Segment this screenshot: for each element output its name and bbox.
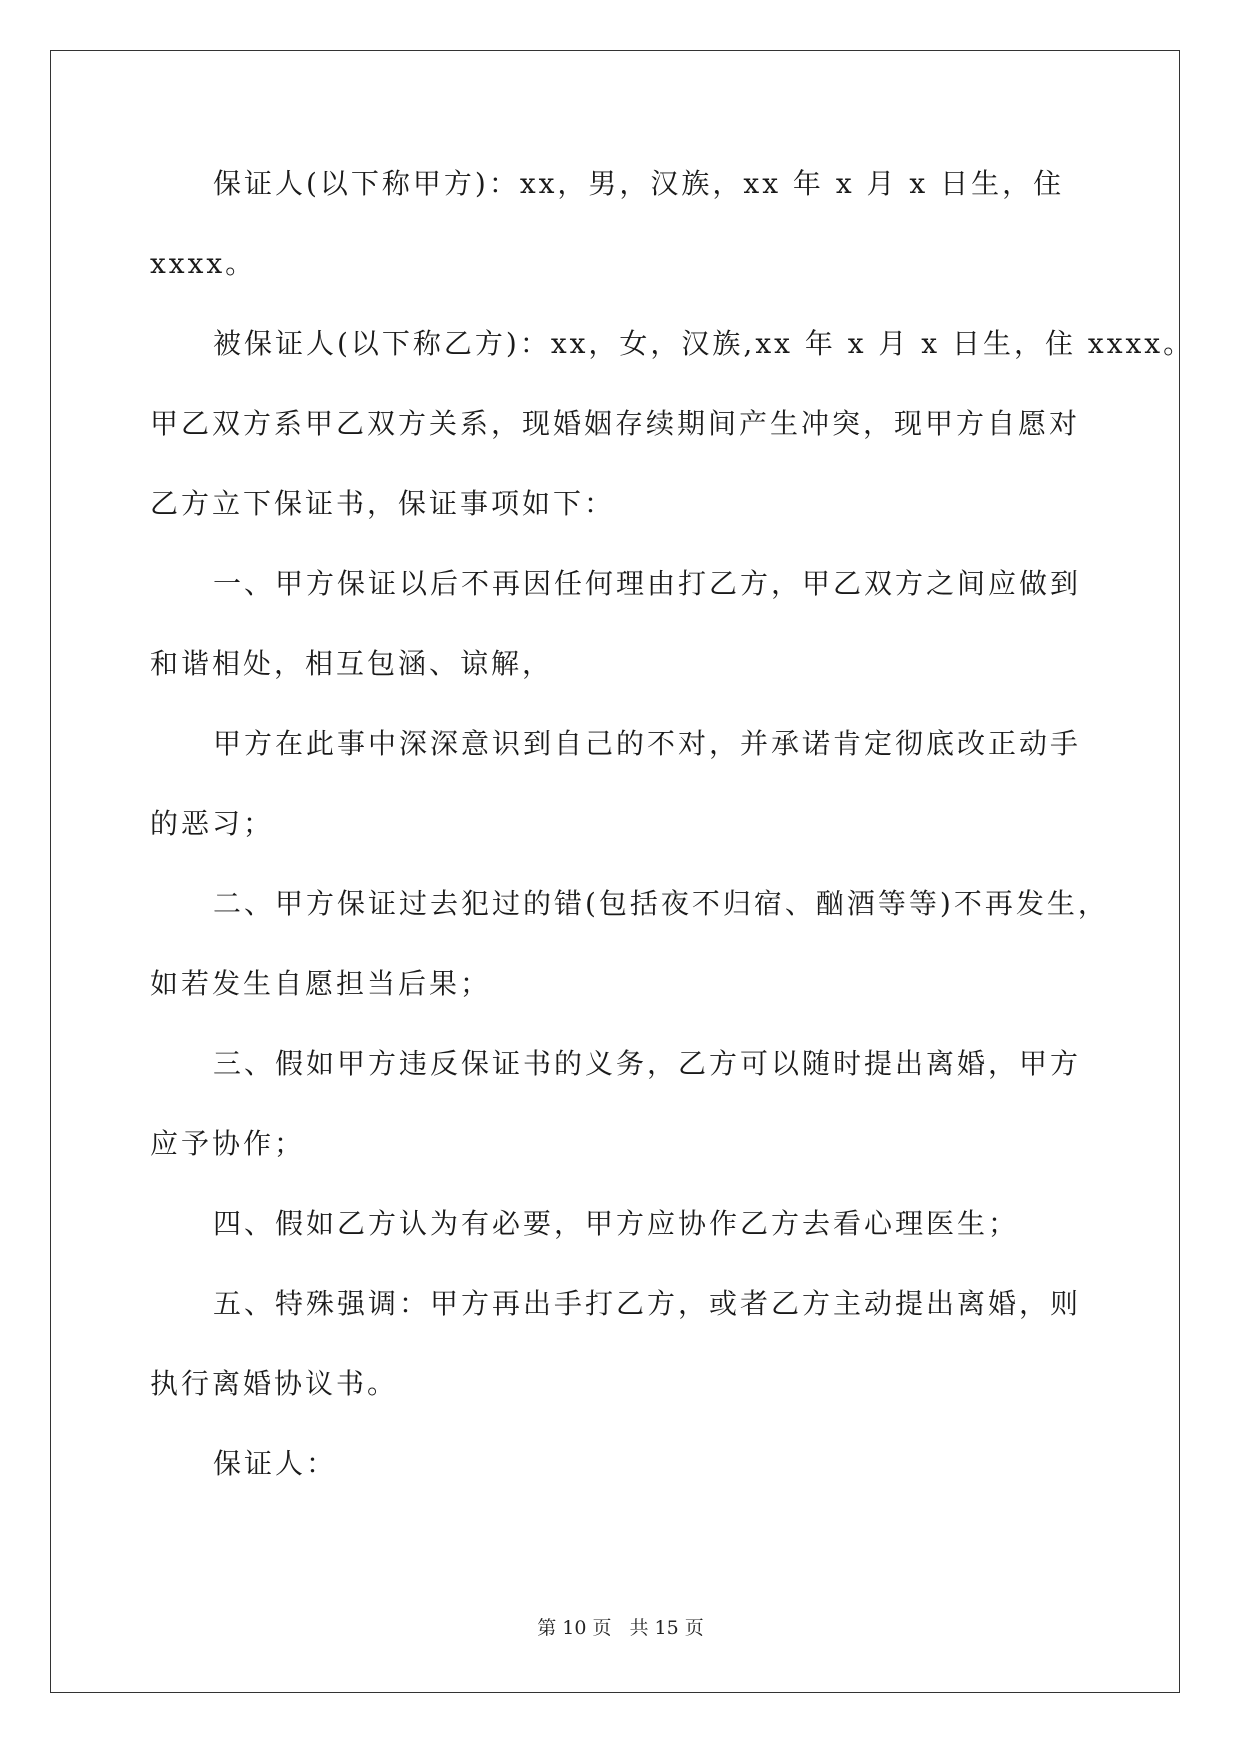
page-number: 第 10 页 [537,1617,612,1639]
paragraph-line: 执行离婚协议书。 [150,1367,399,1400]
paragraph-line: 保证人(以下称甲方)：xx，男，汉族，xx 年 x 月 x 日生，住 [213,167,1065,200]
paragraph-line: 被保证人(以下称乙方)：xx，女，汉族,xx 年 x 月 x 日生，住 xxxx。 [213,327,1195,360]
paragraph-line: 应予协作； [150,1127,306,1160]
paragraph-line: 甲方在此事中深深意识到自己的不对，并承诺肯定彻底改正动手 [213,727,1082,760]
paragraph-line: 五、特殊强调：甲方再出手打乙方，或者乙方主动提出离婚，则 [213,1287,1082,1320]
paragraph-line: 的恶习； [150,807,275,840]
document-body [150,162,1195,1522]
signature-label: 保证人： [213,1447,338,1480]
paragraph-line: 和谐相处，相互包涵、谅解， [150,647,554,680]
page-footer [0,1613,1241,1640]
paragraph-line: 二、甲方保证过去犯过的错(包括夜不归宿、酗酒等等)不再发生， [213,887,1109,920]
paragraph-line: 三、假如甲方违反保证书的义务，乙方可以随时提出离婚，甲方 [213,1047,1082,1080]
paragraph-line: 四、假如乙方认为有必要，甲方应协作乙方去看心理医生； [213,1207,1020,1240]
paragraph-line: 甲乙双方系甲乙双方关系，现婚姻存续期间产生冲突，现甲方自愿对 [150,407,1081,440]
paragraph-line: xxxx。 [150,247,257,280]
paragraph-line: 乙方立下保证书，保证事项如下： [150,487,616,520]
page-total: 共 15 页 [629,1617,704,1639]
paragraph-line: 一、甲方保证以后不再因任何理由打乙方，甲乙双方之间应做到 [213,567,1082,600]
paragraph-line: 如若发生自愿担当后果； [150,967,492,1000]
